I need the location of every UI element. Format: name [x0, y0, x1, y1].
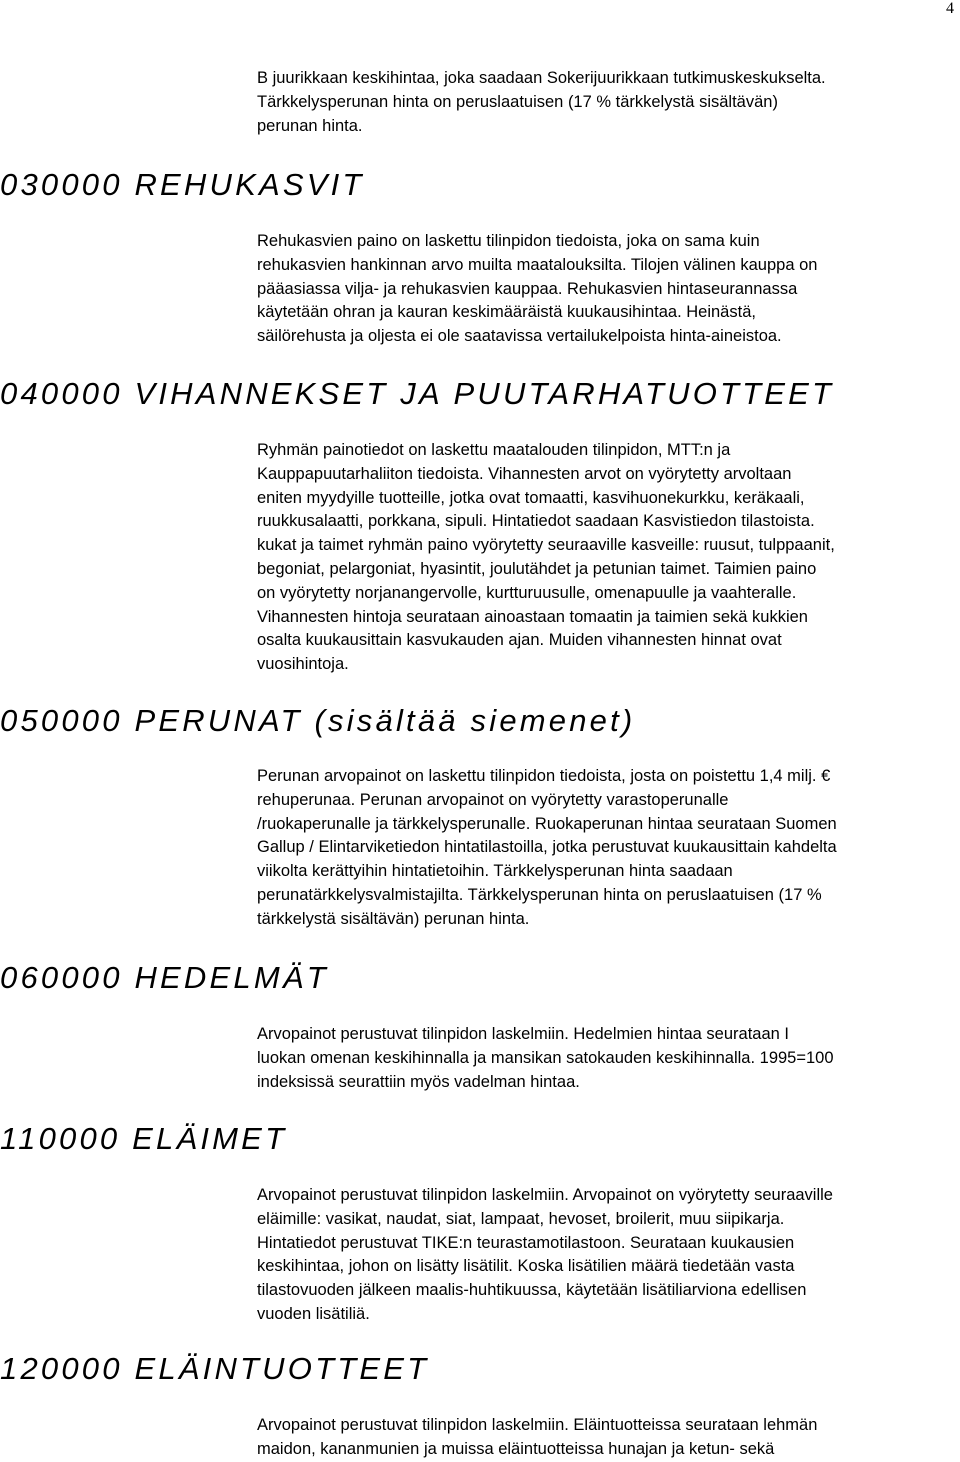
section-body-050000 — [257, 765, 957, 932]
text-line: Perunan arvopainot on laskettu tilinpidon tiedoista, josta on poistettu 1,4 milj. € — [257, 767, 831, 785]
section-body-060000 — [257, 1023, 957, 1094]
section-body-040000 — [257, 439, 957, 677]
section-heading-040000: 040000 VIHANNEKSET JA PUUTARHATUOTTEET — [0, 376, 835, 411]
text-line: Hintatiedot perustuvat TIKE:n teurastamotilastoon. Seurataan kuukausien — [257, 1233, 795, 1252]
text-line: on vyörytetty norjanangervolle, kurtturuusulle, omenapuulle ja vaahteralle. — [257, 583, 797, 602]
text-line: rehukasvien hankinnan arvo muilta maatalouksilta. Tilojen välinen kauppa on — [257, 255, 818, 274]
text-line: perunatärkkelysvalmistajilta. Tärkkelysperunan hinta on peruslaatuisen (17 % — [257, 885, 822, 904]
text-line: tilastovuoden jälkeen maalis-huhtikuussa, käytetään lisätiliarviona edellisen — [257, 1281, 807, 1300]
text-line: begoniat, pelargoniat, hyasintit, joulutähdet ja petunian taimet. Taimien paino — [257, 559, 817, 578]
text-line: Arvopainot perustuvat tilinpidon laskelmiin. Hedelmien hintaa seurataan I — [257, 1025, 789, 1043]
text-line: B juurikkaan keskihintaa, joka saadaan Sokerijuurikkaan tutkimuskeskukselta. — [257, 69, 826, 87]
text-line: viikolta kerättyihin hintatietoihin. Tärkkelysperunan hinta saadaan — [257, 862, 733, 881]
text-line: luokan omenan keskihinnalla ja mansikan satokauden keskihinnalla. 1995=100 — [257, 1048, 834, 1067]
section-heading-050000: 050000 PERUNAT (sisältää siemenet) — [0, 703, 636, 738]
page-number: 4 — [946, 0, 954, 17]
section-body-030000 — [257, 230, 957, 349]
text-line: ruukkusalaatti, porkkana, sipuli. Hintatiedot saadaan Kasvistiedon tilastoista. — [257, 512, 815, 531]
section-heading-110000: 110000 ELÄIMET — [0, 1121, 288, 1156]
text-line: tärkkelystä sisältävän) perunan hinta. — [257, 909, 530, 928]
text-line: säilörehusta ja oljesta ei ole saatavissa vertailukelpoista hinta-aineistoa. — [257, 327, 782, 346]
text-line: eläimille: vasikat, naudat, siat, lampaat, hevoset, broilerit, muu siipikarja. — [257, 1209, 785, 1228]
text-line: osalta kuukausittain kasvukauden ajan. Muiden vihannesten hinnat ovat — [257, 631, 782, 650]
section-heading-120000: 120000 ELÄINTUOTTEET — [0, 1351, 430, 1386]
text-line: vuosihintoja. — [257, 655, 349, 674]
text-line: keskihintaa, johon on lisätty lisätilit. Koska lisätilien määrä tiedetään vasta — [257, 1257, 795, 1276]
text-line: pääasiassa vilja- ja rehukasvien kauppaa. Rehukasvien hintaseurannassa — [257, 279, 798, 298]
text-line: maidon, kananmunien ja muissa eläintuotteissa hunajan ja ketun- sekä — [257, 1439, 775, 1458]
section-heading-060000: 060000 HEDELMÄT — [0, 960, 329, 995]
intro-paragraph — [257, 67, 957, 138]
text-line: eniten myydyille tuotteille, jotka ovat tomaatti, kasvihuonekurkku, keräkaali, — [257, 488, 805, 507]
text-line: Tärkkelysperunan hinta on peruslaatuisen (17 % tärkkelystä sisältävän) — [257, 92, 778, 111]
text-line: Vihannesten hintoja seurataan ainoastaan tomaatin ja taimien sekä kukkien — [257, 607, 808, 626]
text-line: rehuperunaa. Perunan arvopainot on vyörytetty varastoperunalle — [257, 790, 729, 809]
text-line: Kauppapuutarhaliiton tiedoista. Vihannesten arvot on vyörytetty arvoltaan — [257, 464, 792, 483]
text-line: /ruokaperunalle ja tärkkelysperunalle. Ruokaperunan hintaa seurataan Suomen — [257, 814, 837, 833]
section-body-110000 — [257, 1184, 957, 1327]
section-body-120000 — [257, 1414, 957, 1462]
text-line: Arvopainot perustuvat tilinpidon laskelmiin. Arvopainot on vyörytetty seuraaville — [257, 1186, 833, 1204]
text-line: indeksissä seurattiin myös vadelman hintaa. — [257, 1072, 580, 1091]
text-line: Gallup / Elintarviketiedon hintatilastoilla, jotka perustuvat kuukausittain kahdelta — [257, 838, 837, 857]
text-line: kukat ja taimet ryhmän paino vyörytetty seuraaville kasveille: ruusut, tulppaanit, — [257, 536, 835, 555]
text-line: Ryhmän painotiedot on laskettu maatalouden tilinpidon, MTT:n ja — [257, 441, 731, 459]
text-line: perunan hinta. — [257, 116, 363, 135]
text-line: käytetään ohran ja kauran keskimääräistä kuukausihintaa. Heinästä, — [257, 303, 756, 322]
text-line: Rehukasvien paino on laskettu tilinpidon tiedoista, joka on sama kuin — [257, 232, 760, 250]
text-line: vuoden lisätiliä. — [257, 1304, 370, 1323]
text-line: Arvopainot perustuvat tilinpidon laskelmiin. Eläintuotteissa seurataan lehmän — [257, 1416, 818, 1434]
section-heading-030000: 030000 REHUKASVIT — [0, 167, 365, 202]
